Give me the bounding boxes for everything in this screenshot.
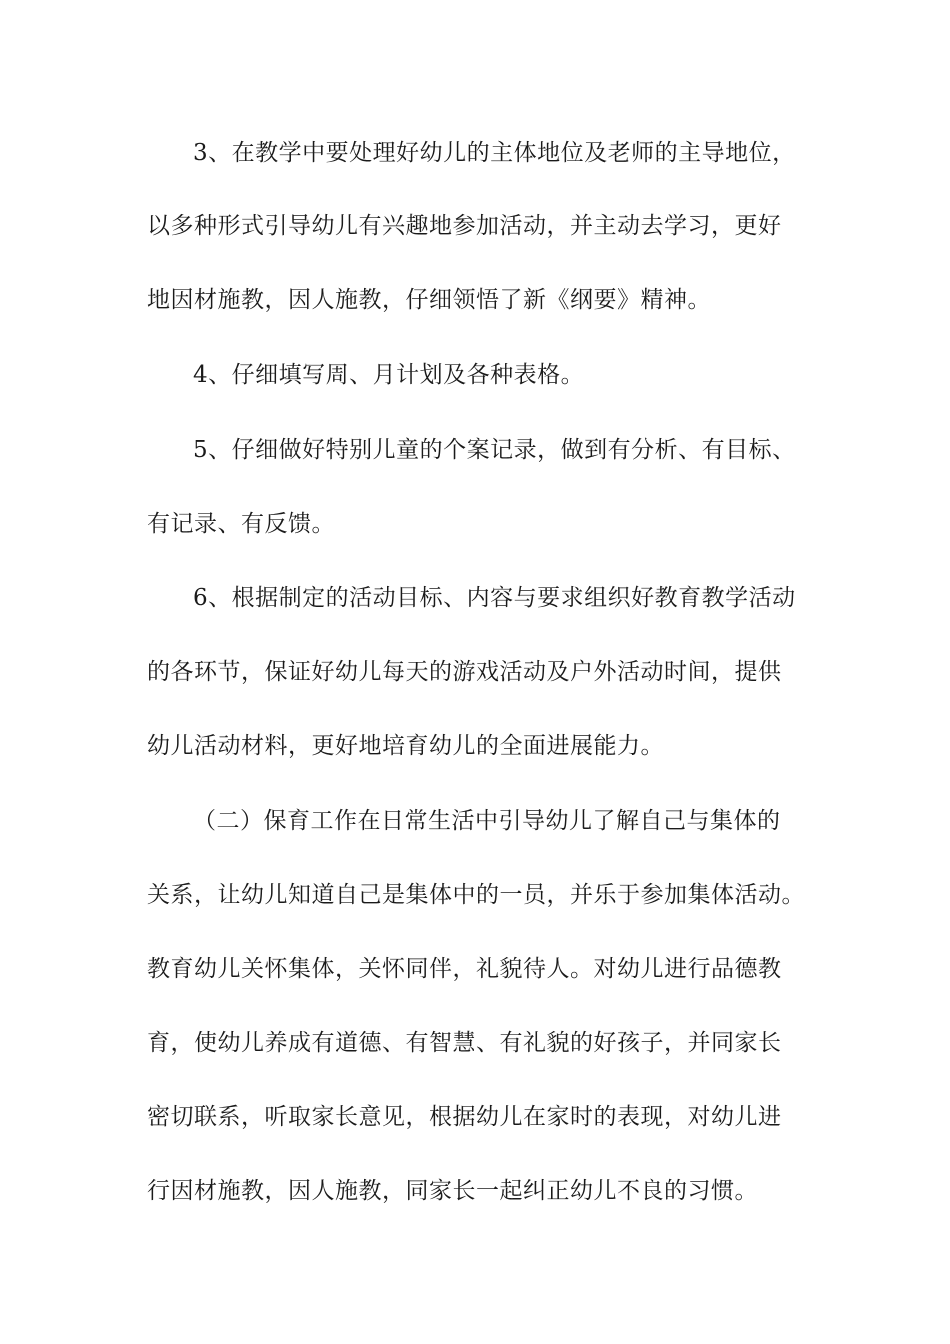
paragraph-6-line-1: 6、根据制定的活动目标、内容与要求组织好教育教学活动 (193, 585, 796, 611)
paragraph-4-line-1: 4、仔细填写周、月计划及各种表格。 (193, 362, 585, 388)
section-2-line-1: （二）保育工作在日常生活中引导幼儿了解自己与集体的 (193, 808, 781, 834)
section-2-line-3: 教育幼儿关怀集体，关怀同伴，礼貌待人。对幼儿进行品德教 (147, 956, 782, 982)
paragraph-3-line-1: 3、在教学中要处理好幼儿的主体地位及老师的主导地位， (193, 140, 796, 166)
paragraph-6-line-2: 的各环节，保证好幼儿每天的游戏活动及户外活动时间，提供 (147, 659, 782, 685)
paragraph-6-line-3: 幼儿活动材料，更好地培育幼儿的全面进展能力。 (147, 733, 664, 759)
paragraph-3-line-3: 地因材施教，因人施教，仔细领悟了新《纲要》精神。 (147, 287, 711, 313)
paragraph-5-line-1: 5、仔细做好特别儿童的个案记录，做到有分析、有目标、 (193, 437, 796, 463)
paragraph-5-line-2: 有记录、有反馈。 (147, 511, 335, 537)
section-2-line-2: 关系，让幼儿知道自己是集体中的一员，并乐于参加集体活动。 (147, 882, 805, 908)
section-2-line-5: 密切联系，听取家长意见，根据幼儿在家时的表现，对幼儿进 (147, 1104, 782, 1130)
section-2-line-6: 行因材施教，因人施教，同家长一起纠正幼儿不良的习惯。 (147, 1178, 758, 1204)
paragraph-3-line-2: 以多种形式引导幼儿有兴趣地参加活动，并主动去学习，更好 (147, 213, 782, 239)
section-2-line-4: 育，使幼儿养成有道德、有智慧、有礼貌的好孩子，并同家长 (147, 1030, 782, 1056)
